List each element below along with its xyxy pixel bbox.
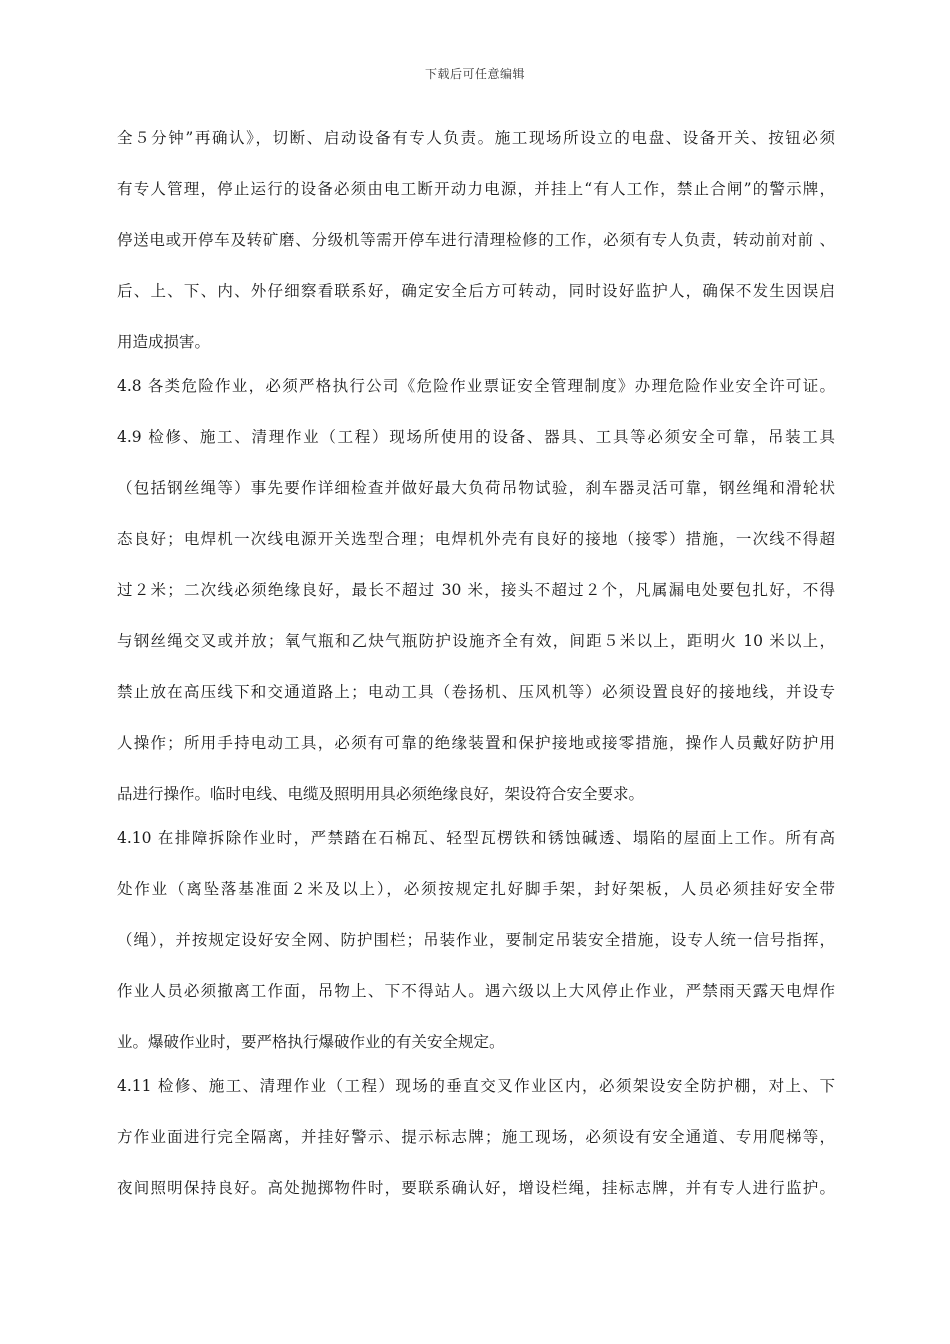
- text-line: 禁止放在高压线下和交通道路上；电动工具（卷扬机、压风机等）必须设置良好的接地线，并设专: [117, 683, 835, 701]
- text-line: （包括钢丝绳等）事先要作详细检查并做好最大负荷吊物试验，刹车器灵活可靠，钢丝绳和滑轮状: [117, 479, 835, 497]
- text-line: 有专人管理，停止运行的设备必须由电工断开动力电源，并挂上“有人工作，禁止合闸”的警示牌，: [117, 180, 835, 198]
- page-header: 下载后可任意编辑: [424, 67, 525, 81]
- text-line: 与钢丝绳交叉或并放；氧气瓶和乙炔气瓶防护设施齐全有效，间距５米以上，距明火 10 米以上，: [117, 632, 835, 650]
- text-line: （绳），并按规定设好安全网、防护围栏；吊装作业，要制定吊装安全措施，设专人统一信号指挥，: [117, 931, 835, 949]
- text-line: 停送电或开停车及转矿磨、分级机等需开停车进行清理检修的工作，必须有专人负责，转动前对前 、: [117, 231, 835, 249]
- text-line: 处作业（离坠落基准面２米及以上），必须按规定扎好脚手架，封好架板，人员必须挂好安全带: [117, 880, 835, 898]
- text-line: 后、上、下、内、外仔细察看联系好，确定安全后方可转动，同时设好监护人，确保不发生因误启: [117, 282, 835, 300]
- text-line: 态良好；电焊机一次线电源开关选型合理；电焊机外壳有良好的接地（接零）措施，一次线不得超: [117, 530, 835, 548]
- text-line: 用造成损害。: [117, 333, 211, 351]
- text-line: 业。爆破作业时，要严格执行爆破作业的有关安全规定。: [117, 1033, 505, 1051]
- text-line: 4.10 在排障拆除作业时，严禁踏在石棉瓦、轻型瓦楞铁和锈蚀碱透、塌陷的屋面上工作。所有高: [117, 829, 835, 847]
- text-line: 全５分钟”再确认》，切断、启动设备有专人负责。施工现场所设立的电盘、设备开关、按钮必须: [117, 129, 835, 147]
- text-line: 品进行操作。临时电线、电缆及照明用具必须绝缘良好，架设符合安全要求。: [117, 785, 645, 803]
- text-line: 过２米；二次线必须绝缘良好，最长不超过 30 米，接头不超过２个，凡属漏电处要包扎好，不得: [117, 581, 835, 599]
- text-line: 作业人员必须撤离工作面，吊物上、下不得站人。遇六级以上大风停止作业，严禁雨天露天电焊作: [117, 982, 835, 1000]
- document-body: [117, 125, 835, 1226]
- text-line: 4.9 检修、施工、清理作业（工程）现场所使用的设备、器具、工具等必须安全可靠，吊装工具: [117, 428, 835, 446]
- text-line: 方作业面进行完全隔离，并挂好警示、提示标志牌；施工现场，必须设有安全通道、专用爬梯等，: [117, 1128, 835, 1146]
- text-line: 4.11 检修、施工、清理作业（工程）现场的垂直交叉作业区内，必须架设安全防护棚，对上、下: [117, 1077, 835, 1095]
- text-line: 4.8 各类危险作业，必须严格执行公司《危险作业票证安全管理制度》办理危险作业安全许可证。: [117, 377, 835, 395]
- text-line: 夜间照明保持良好。高处抛掷物件时，要联系确认好，增设栏绳，挂标志牌，并有专人进行监护。: [117, 1179, 835, 1197]
- text-line: 人操作；所用手持电动工具，必须有可靠的绝缘装置和保护接地或接零措施，操作人员戴好防护用: [117, 734, 835, 752]
